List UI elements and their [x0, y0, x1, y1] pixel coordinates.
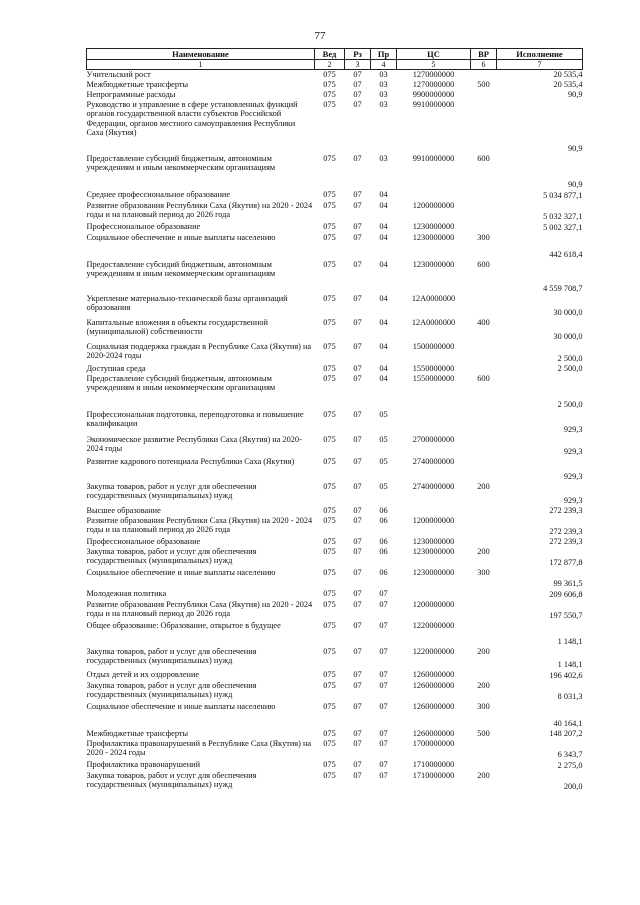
header-vr: ВР: [471, 49, 497, 60]
row-cs: 1710000000: [412, 770, 455, 780]
row-pr: 04: [379, 363, 388, 373]
row-ved: 075: [323, 221, 336, 231]
row-vr: [471, 670, 497, 681]
row-name: Учительский рост: [86, 70, 151, 79]
row-cs: 1270000000: [412, 79, 455, 89]
row-vr: 200: [477, 770, 490, 780]
row-pr: 04: [379, 259, 388, 269]
row-ved: 075: [323, 738, 336, 748]
table-row: [87, 190, 583, 201]
row-amount: 196 402,6: [549, 671, 583, 680]
row-name: Предоставление субсидий бюджетным, автономным учреждениям и иным некоммерческим организациям: [86, 259, 276, 278]
row-vr: 400: [477, 317, 490, 327]
row-rz: 07: [353, 317, 362, 327]
row-name: Закупка товаров, работ и услуг для обеспечения государственных (муниципальных) нужд: [86, 770, 257, 789]
column-number: 2: [315, 60, 345, 70]
row-cs: 1550000000: [412, 373, 455, 383]
row-pr: 03: [379, 79, 388, 89]
row-name: Молодежная политика: [86, 588, 167, 598]
row-name: Общее образование: Образование, открытое в будущее: [86, 620, 281, 630]
row-name: Развитие образования Республики Саха (Якутия) на 2020 - 2024 годы и на плановый период до 2026 года: [86, 515, 313, 534]
table-row: [87, 435, 583, 457]
row-cs: 12А0000000: [411, 293, 456, 303]
row-pr: 04: [379, 189, 388, 199]
table-row: [87, 233, 583, 260]
row-vr: [471, 100, 497, 154]
row-pr: 05: [379, 481, 388, 491]
row-amount: 40 164,1: [553, 719, 583, 728]
row-ved: 075: [323, 599, 336, 609]
row-pr: 06: [379, 515, 388, 525]
table-body: [87, 70, 583, 792]
row-amount: 1 148,1: [557, 660, 583, 669]
row-pr: 05: [379, 434, 388, 444]
row-pr: 04: [379, 232, 388, 242]
row-vr: 200: [477, 546, 490, 556]
row-ved: 075: [323, 567, 336, 577]
table-row: [87, 647, 583, 670]
row-name: Высшее образование: [86, 505, 161, 515]
header-rz: Рз: [345, 49, 371, 60]
row-cs: 1230000000: [412, 259, 455, 269]
row-amount: 4 559 708,7: [543, 284, 583, 293]
header-name: Наименование: [87, 49, 315, 60]
row-rz: 07: [353, 259, 362, 269]
row-ved: 075: [323, 669, 336, 679]
row-vr: [471, 342, 497, 364]
row-name: Социальное обеспечение и иные выплаты населению: [86, 701, 276, 711]
row-amount: 197 550,7: [549, 611, 583, 620]
table-row: [87, 670, 583, 681]
row-cs: [397, 410, 471, 435]
row-amount: 929,3: [563, 425, 583, 434]
row-pr: 03: [379, 153, 388, 163]
row-ved: 075: [323, 728, 336, 738]
row-vr: [471, 222, 497, 233]
row-cs: [397, 190, 471, 201]
table-row: [87, 568, 583, 589]
row-cs: 1700000000: [412, 738, 455, 748]
row-pr: 07: [379, 599, 388, 609]
row-rz: 07: [353, 70, 362, 79]
table-row: [87, 90, 583, 100]
row-ved: 075: [323, 79, 336, 89]
table-row: [87, 506, 583, 516]
table-row: [87, 516, 583, 537]
row-cs: 1230000000: [412, 536, 455, 546]
row-ved: 075: [323, 515, 336, 525]
row-ved: 075: [323, 505, 336, 515]
row-rz: 07: [353, 293, 362, 303]
column-number: 6: [471, 60, 497, 70]
row-pr: 06: [379, 536, 388, 546]
row-amount: 90,9: [567, 180, 583, 189]
row-pr: 07: [379, 588, 388, 598]
row-name: Закупка товаров, работ и услуг для обеспечения государственных (муниципальных) нужд: [86, 680, 257, 699]
row-rz: 07: [353, 728, 362, 738]
budget-table: [86, 48, 583, 792]
row-ved: 075: [323, 259, 336, 269]
row-amount: 929,3: [563, 447, 583, 456]
row-cs: 1260000000: [412, 669, 455, 679]
header-amount: Исполнение: [497, 49, 583, 60]
row-pr: 07: [379, 701, 388, 711]
table-row: [87, 771, 583, 792]
row-cs: 1220000000: [412, 646, 455, 656]
column-number: 3: [345, 60, 371, 70]
table-row: [87, 589, 583, 600]
row-ved: 075: [323, 434, 336, 444]
header-cs: ЦС: [397, 49, 471, 60]
row-ved: 075: [323, 153, 336, 163]
table-row: [87, 457, 583, 482]
row-pr: 04: [379, 317, 388, 327]
row-pr: 04: [379, 221, 388, 231]
row-ved: 075: [323, 89, 336, 99]
row-cs: 1200000000: [412, 515, 455, 525]
row-rz: 07: [353, 89, 362, 99]
row-vr: [471, 506, 497, 516]
row-rz: 07: [353, 99, 362, 109]
row-cs: 1710000000: [412, 759, 455, 769]
column-number-row: [87, 60, 583, 70]
row-vr: [471, 294, 497, 318]
table-row: [87, 537, 583, 547]
row-cs: 1200000000: [412, 599, 455, 609]
row-amount: 200,0: [563, 782, 583, 791]
row-rz: 07: [353, 759, 362, 769]
row-amount: 929,3: [563, 496, 583, 505]
row-amount: 209 606,8: [549, 590, 583, 599]
row-pr: 04: [379, 200, 388, 210]
row-vr: [471, 516, 497, 537]
row-amount: 6 343,7: [557, 750, 583, 759]
row-vr: [471, 589, 497, 600]
table-row: [87, 547, 583, 568]
row-vr: 600: [477, 259, 490, 269]
row-cs: 1230000000: [412, 546, 455, 556]
row-rz: 07: [353, 221, 362, 231]
column-number: 7: [497, 60, 583, 70]
row-ved: 075: [323, 232, 336, 242]
row-pr: 07: [379, 646, 388, 656]
row-rz: 07: [353, 341, 362, 351]
row-amount: 272 239,3: [549, 506, 583, 515]
row-pr: 03: [379, 89, 388, 99]
row-vr: 200: [477, 481, 490, 491]
row-rz: 07: [353, 409, 362, 419]
row-amount: 90,9: [567, 90, 583, 99]
row-amount: 148 207,2: [549, 729, 583, 738]
row-rz: 07: [353, 434, 362, 444]
table-row: [87, 482, 583, 506]
row-ved: 075: [323, 189, 336, 199]
row-cs: 2740000000: [412, 456, 455, 466]
row-name: Социальная поддержка граждан в Республике Саха (Якутия) на 2020-2024 годы: [86, 341, 312, 360]
row-vr: [471, 537, 497, 547]
table-row: [87, 318, 583, 342]
row-name: Межбюджетные трансферты: [86, 79, 189, 89]
row-rz: 07: [353, 701, 362, 711]
row-name: Среднее профессиональное образование: [86, 189, 231, 199]
row-name: Капитальные вложения в объекты государственной (муниципальной) собственности: [86, 317, 268, 336]
row-amount: 5 002 327,1: [543, 223, 583, 232]
row-pr: 04: [379, 373, 388, 383]
row-rz: 07: [353, 189, 362, 199]
table-row: [87, 70, 583, 80]
row-rz: 07: [353, 153, 362, 163]
row-cs: [397, 506, 471, 516]
row-amount: 272 239,3: [549, 527, 583, 536]
row-rz: 07: [353, 620, 362, 630]
row-cs: 1220000000: [412, 620, 455, 630]
row-rz: 07: [353, 770, 362, 780]
row-vr: [471, 457, 497, 482]
row-name: Профессиональная подготовка, переподготовка и повышение квалификации: [86, 409, 304, 428]
row-vr: [471, 201, 497, 222]
row-cs: 9900000000: [412, 89, 455, 99]
table-row: [87, 729, 583, 739]
table-row: [87, 222, 583, 233]
row-ved: 075: [323, 680, 336, 690]
row-ved: 075: [323, 536, 336, 546]
row-name: Закупка товаров, работ и услуг для обеспечения государственных (муниципальных) нужд: [86, 481, 257, 500]
row-ved: 075: [323, 363, 336, 373]
page-number: 77: [314, 30, 326, 42]
column-number: 5: [397, 60, 471, 70]
row-amount: 1 148,1: [557, 637, 583, 646]
row-amount: 30 000,0: [553, 332, 583, 341]
row-cs: 1550000000: [412, 363, 455, 373]
row-rz: 07: [353, 200, 362, 210]
row-vr: [471, 621, 497, 647]
row-name: Предоставление субсидий бюджетным, автономным учреждениям и иным некоммерческим организациям: [86, 373, 276, 392]
row-ved: 075: [323, 759, 336, 769]
row-amount: 5 032 327,1: [543, 212, 583, 221]
row-pr: 07: [379, 669, 388, 679]
row-ved: 075: [323, 293, 336, 303]
row-ved: 075: [323, 646, 336, 656]
row-vr: 600: [477, 153, 490, 163]
row-cs: 1260000000: [412, 701, 455, 711]
row-vr: [471, 410, 497, 435]
row-pr: 06: [379, 505, 388, 515]
row-amount: 30 000,0: [553, 308, 583, 317]
row-name: Развитие кадрового потенциала Республики Саха (Якутия): [86, 456, 295, 466]
row-pr: 07: [379, 759, 388, 769]
row-pr: 03: [379, 99, 388, 109]
row-ved: 075: [323, 456, 336, 466]
row-vr: 300: [477, 232, 490, 242]
row-pr: 05: [379, 456, 388, 466]
row-rz: 07: [353, 599, 362, 609]
row-cs: 1230000000: [412, 567, 455, 577]
row-cs: 9910000000: [412, 99, 455, 109]
row-name: Профилактика правонарушений: [86, 759, 201, 769]
row-amount: 5 034 877,1: [543, 191, 583, 200]
row-vr: [471, 435, 497, 457]
row-cs: 1260000000: [412, 728, 455, 738]
table-row: [87, 681, 583, 702]
row-amount: 172 877,8: [549, 558, 583, 567]
row-cs: 1230000000: [412, 232, 455, 242]
row-rz: 07: [353, 363, 362, 373]
table-row: [87, 260, 583, 294]
row-cs: 9910000000: [412, 153, 455, 163]
row-amount: 8 031,3: [557, 692, 583, 701]
table-row: [87, 702, 583, 729]
row-cs: 2740000000: [412, 481, 455, 491]
column-number: 1: [87, 60, 315, 70]
row-rz: 07: [353, 588, 362, 598]
row-amount: 2 500,0: [557, 354, 583, 363]
row-vr: [471, 70, 497, 80]
row-name: Доступная среда: [86, 363, 146, 373]
row-name: Социальное обеспечение и иные выплаты населению: [86, 567, 276, 577]
table-row: [87, 364, 583, 374]
row-vr: 300: [477, 701, 490, 711]
row-name: Социальное обеспечение и иные выплаты населению: [86, 232, 276, 242]
row-rz: 07: [353, 232, 362, 242]
row-name: Закупка товаров, работ и услуг для обеспечения государственных (муниципальных) нужд: [86, 546, 257, 565]
row-rz: 07: [353, 79, 362, 89]
row-cs: 1230000000: [412, 221, 455, 231]
row-rz: 07: [353, 536, 362, 546]
row-vr: [471, 739, 497, 760]
table-row: [87, 100, 583, 154]
row-name: Межбюджетные трансферты: [86, 728, 189, 738]
row-pr: 03: [379, 70, 388, 79]
row-pr: 07: [379, 680, 388, 690]
row-ved: 075: [323, 409, 336, 419]
row-vr: 500: [477, 728, 490, 738]
row-rz: 07: [353, 505, 362, 515]
row-name: Предоставление субсидий бюджетным, автономным учреждениям и иным некоммерческим организациям: [86, 153, 276, 172]
row-vr: [471, 760, 497, 771]
row-name: Руководство и управление в сфере установленных функций органов государственной власти субъектов Российской Федерации, органов местного самоуправления Республики Саха (Якутия): [86, 99, 298, 137]
row-amount: 442 618,4: [549, 250, 583, 259]
row-ved: 075: [323, 481, 336, 491]
table-row: [87, 342, 583, 364]
row-cs: [397, 589, 471, 600]
row-vr: [471, 90, 497, 100]
row-name: Профессиональное образование: [86, 536, 201, 546]
row-name: Экономическое развитие Республики Саха (Якутия) на 2020-2024 годы: [86, 434, 302, 453]
table-row: [87, 760, 583, 771]
table-row: [87, 201, 583, 222]
row-amount: 20 535,4: [553, 70, 583, 79]
table-row: [87, 621, 583, 647]
row-vr: [471, 190, 497, 201]
row-vr: 500: [477, 79, 490, 89]
row-amount: 90,9: [567, 144, 583, 153]
row-name: Закупка товаров, работ и услуг для обеспечения государственных (муниципальных) нужд: [86, 646, 257, 665]
row-rz: 07: [353, 515, 362, 525]
table-row: [87, 600, 583, 621]
row-cs: 1260000000: [412, 680, 455, 690]
row-ved: 075: [323, 588, 336, 598]
table-row: [87, 294, 583, 318]
row-pr: 07: [379, 620, 388, 630]
row-rz: 07: [353, 680, 362, 690]
row-ved: 075: [323, 99, 336, 109]
row-rz: 07: [353, 646, 362, 656]
row-amount: 2 275,0: [557, 761, 583, 770]
row-name: Профилактика правонарушений в Республике Саха (Якутия) на 2020 - 2024 годы: [86, 738, 312, 757]
row-amount: 20 535,4: [553, 80, 583, 89]
row-rz: 07: [353, 567, 362, 577]
row-name: Непрограммные расходы: [86, 89, 176, 99]
row-amount: 99 361,5: [553, 579, 583, 588]
row-ved: 075: [323, 701, 336, 711]
header-ved: Вед: [315, 49, 345, 60]
row-rz: 07: [353, 546, 362, 556]
row-rz: 07: [353, 456, 362, 466]
row-ved: 075: [323, 200, 336, 210]
row-name: Развитие образования Республики Саха (Якутия) на 2020 - 2024 годы и на плановый период до 2026 года: [86, 200, 313, 219]
row-rz: 07: [353, 481, 362, 491]
table-row: [87, 80, 583, 90]
row-vr: 300: [477, 567, 490, 577]
header-pr: Пр: [371, 49, 397, 60]
row-amount: 272 239,3: [549, 537, 583, 546]
row-pr: 05: [379, 409, 388, 419]
row-pr: 07: [379, 770, 388, 780]
row-ved: 075: [323, 317, 336, 327]
row-pr: 04: [379, 293, 388, 303]
row-cs: 1200000000: [412, 200, 455, 210]
row-vr: 600: [477, 373, 490, 383]
column-number: 4: [371, 60, 397, 70]
row-ved: 075: [323, 546, 336, 556]
row-name: Отдых детей и их оздоровление: [86, 669, 200, 679]
row-pr: 06: [379, 546, 388, 556]
row-cs: 12А0000000: [411, 317, 456, 327]
table-row: [87, 739, 583, 760]
row-cs: 2700000000: [412, 434, 455, 444]
row-name: Профессиональное образование: [86, 221, 201, 231]
row-rz: 07: [353, 738, 362, 748]
row-cs: 1500000000: [412, 341, 455, 351]
row-vr: 200: [477, 680, 490, 690]
row-cs: 1270000000: [412, 70, 455, 79]
row-ved: 075: [323, 770, 336, 780]
row-amount: 2 500,0: [557, 400, 583, 409]
row-pr: 07: [379, 738, 388, 748]
row-vr: 200: [477, 646, 490, 656]
table-row: [87, 410, 583, 435]
row-ved: 075: [323, 373, 336, 383]
row-rz: 07: [353, 373, 362, 383]
table-row: [87, 374, 583, 410]
row-pr: 07: [379, 728, 388, 738]
row-pr: 06: [379, 567, 388, 577]
row-vr: [471, 364, 497, 374]
row-amount: 2 500,0: [557, 364, 583, 373]
row-ved: 075: [323, 70, 336, 79]
row-rz: 07: [353, 669, 362, 679]
row-pr: 04: [379, 341, 388, 351]
row-vr: [471, 600, 497, 621]
row-ved: 075: [323, 341, 336, 351]
row-name: Укрепление материально-технической базы организаций образования: [86, 293, 288, 312]
row-amount: 929,3: [563, 472, 583, 481]
row-ved: 075: [323, 620, 336, 630]
table-row: [87, 154, 583, 190]
header-row: [87, 49, 583, 60]
row-name: Развитие образования Республики Саха (Якутия) на 2020 - 2024 годы и на плановый период до 2026 года: [86, 599, 313, 618]
